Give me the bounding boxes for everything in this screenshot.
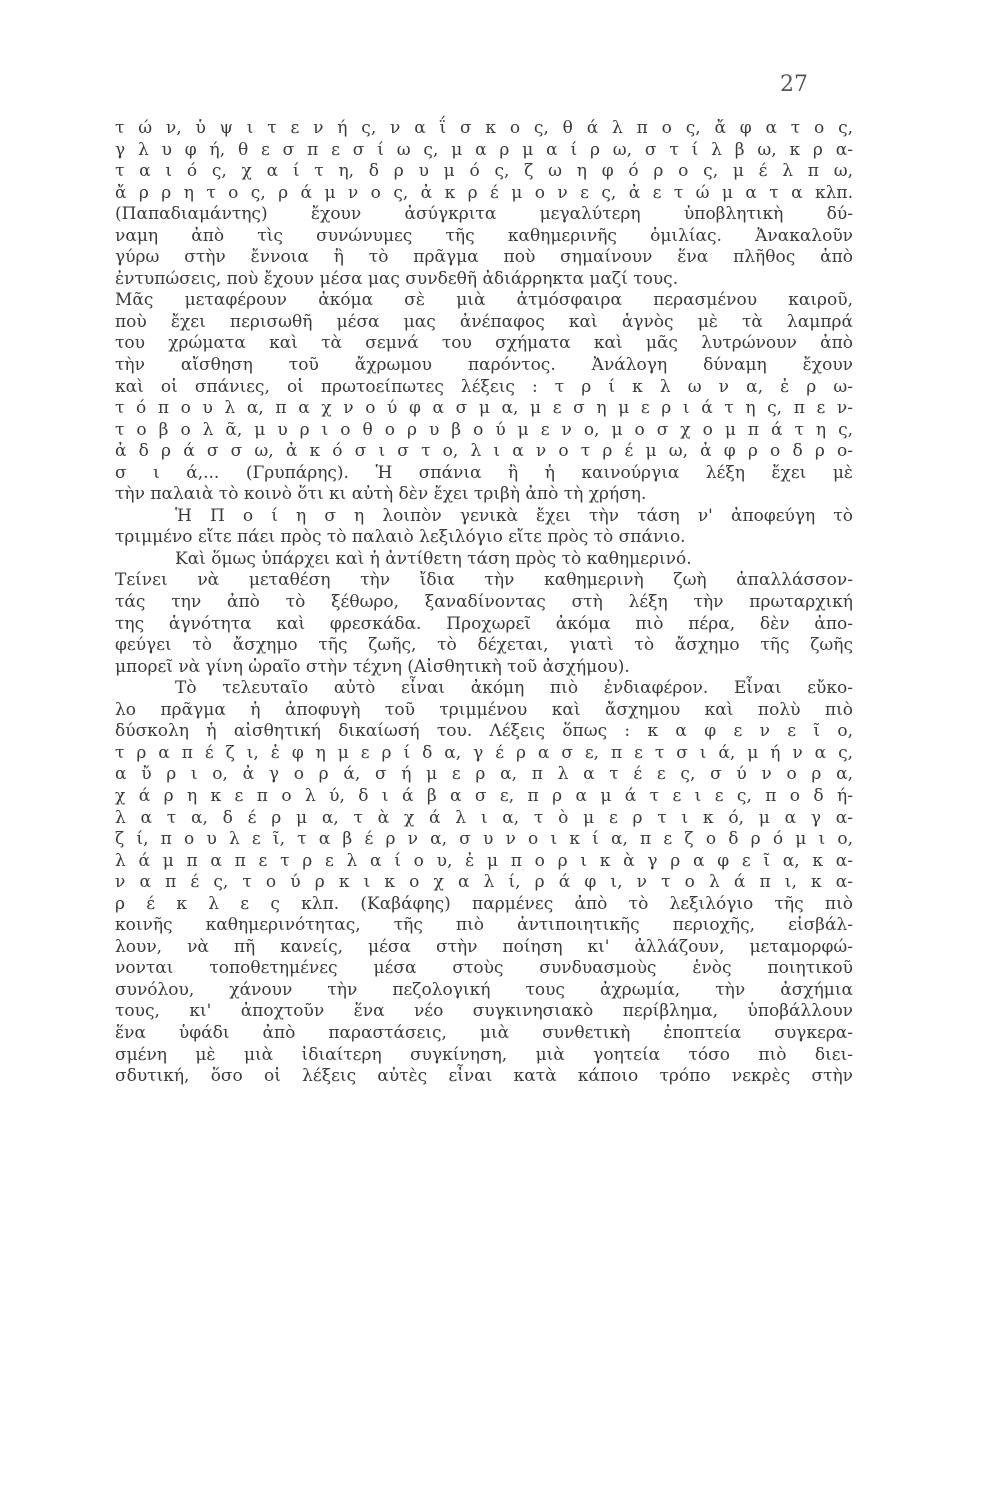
text-line: φεύγει τὸ ἄσχημο τῆς ζωῆς, τὸ δέχεται, γιατὶ τὸ ἄσχημο τῆς ζωῆς xyxy=(115,635,853,656)
text-line: Μᾶς μεταφέρουν ἀκόμα σὲ μιὰ ἀτμόσφαιρα περασμένου καιροῦ, xyxy=(115,290,853,311)
text-line: συνόλου, χάνουν τὴν πεζολογική τους ἀχρωμία, τὴν ἀσχήμια xyxy=(115,979,853,1000)
text-line: λο πρᾶγμα ἡ ἀποφυγὴ τοῦ τριμμένου καὶ ἄσχημου καὶ πολὺ πιὸ xyxy=(115,699,853,720)
text-line: Καὶ ὅμως ὑπάρχει καὶ ἡ ἀντίθετη τάση πρὸς τὸ καθημερινό. xyxy=(175,548,692,569)
text-line: α ὔ ρ ι ο, ἀ γ ο ρ ά, σ ή μ ε ρ α, π λ α τ έ ε ς, σ ύ ν ο ρ α, xyxy=(115,764,853,785)
text-line: τριμμένο εἴτε πάει πρὸς τὸ παλαιὸ λεξιλόγιο εἴτε πρὸς τὸ σπάνιο. xyxy=(115,527,686,548)
text-line: τους, κι' ἀποχτοῦν ἕνα νέο συγκινησιακὸ περίβλημα, ὑποβάλλουν xyxy=(115,1001,853,1022)
text-line: του χρώματα καὶ τὰ σεμνά του σχήματα καὶ μᾶς λυτρώνουν ἀπὸ xyxy=(115,333,853,354)
body-text xyxy=(115,118,853,1088)
text-line: σμένη μὲ μιὰ ἰδιαίτερη συγκίνηση, μιὰ γοητεία τόσο πιὸ διει- xyxy=(115,1044,853,1065)
text-line: σ ι ά,... (Γρυπάρης). Ἡ σπάνια ἢ ἡ καινούργια λέξη ἔχει μὲ xyxy=(115,462,853,483)
text-line: τ ο β ο λ ᾶ, μ υ ρ ι ο θ ο ρ υ β ο ύ μ ε ν ο, μ ο σ χ ο μ π ά τ η ς, xyxy=(115,419,853,440)
text-line: τ ώ ν, ὑ ψ ι τ ε ν ή ς, ν α ΐ σ κ ο ς, θ ά λ π ο ς, ἄ φ α τ ο ς, xyxy=(115,118,853,138)
text-line: λ ά μ π α π ε τ ρ ε λ α ί ο υ, ἐ μ π ο ρ ι κ ὰ γ ρ α φ ε ῖ α, κ α- xyxy=(115,850,853,871)
text-line: ἕνα ὑφάδι ἀπὸ παραστάσεις, μιὰ συνθετικὴ ἐποπτεία συγκερα- xyxy=(115,1022,853,1043)
text-line: τ ό π ο υ λ α, π α χ ν ο ύ φ α σ μ α, μ ε σ η μ ε ρ ι ά τ η ς, π ε ν- xyxy=(115,398,853,419)
text-line: (Παπαδιαμάντης) ἔχουν ἀσύγκριτα μεγαλύτερη ὑποβλητικὴ δύ- xyxy=(115,204,853,225)
text-line: Ἡ Π ο ί η σ η λοιπὸν γενικὰ ἔχει τὴν τάση ν' ἀποφεύγη τὸ xyxy=(175,505,853,526)
text-line: ἀ δ ρ ά σ σ ω, ἀ κ ό σ ι σ τ ο, λ ι α ν ο τ ρ έ μ ω, ἀ φ ρ ο δ ρ ο- xyxy=(115,441,853,462)
text-line: τ ρ α π έ ζ ι, ἐ φ η μ ε ρ ί δ α, γ έ ρ α σ ε, π ε τ σ ι ά, μ ή ν α ς, xyxy=(115,742,853,763)
text-line: της ἁγνότητα καὶ φρεσκάδα. Προχωρεῖ ἀκόμα πιὸ πέρα, δὲν ἀπο- xyxy=(115,613,853,634)
text-line: σδυτική, ὅσο οἱ λέξεις αὐτὲς εἶναι κατὰ κάποιο τρόπο νεκρὲς στὴν xyxy=(115,1066,853,1087)
text-line: Τείνει νὰ μεταθέση τὴν ἴδια τὴν καθημερινὴ ζωὴ ἀπαλλάσσον- xyxy=(115,570,853,591)
text-line: καὶ οἱ σπάνιες, οἱ πρωτοείπωτες λέξεις : τ ρ ί κ λ ω ν α, ἐ ρ ω- xyxy=(115,376,853,397)
text-line: ζ ί, π ο υ λ ε ῖ, τ α β έ ρ ν α, σ υ ν ο ι κ ί α, π ε ζ ο δ ρ ό μ ι ο, xyxy=(115,829,853,850)
text-line: ἄ ρ ρ η τ ο ς, ρ ά μ ν ο ς, ἀ κ ρ έ μ ο ν ε ς, ἀ ε τ ώ μ α τ α κλπ. xyxy=(115,182,853,203)
text-line: μπορεῖ νὰ γίνη ὡραῖο στὴν τέχνη (Αἰσθητικὴ τοῦ ἀσχήμου). xyxy=(115,656,630,677)
page-number: 27 xyxy=(780,72,808,97)
text-line: τὴν αἴσθηση τοῦ ἄχρωμου παρόντος. Ἀνάλογη δύναμη ἔχουν xyxy=(115,355,853,376)
text-line: ποὺ ἔχει περισωθῆ μέσα μας ἀνέπαφος καὶ ἁγνὸς μὲ τὰ λαμπρά xyxy=(115,311,853,332)
text-line: τάς την ἀπὸ τὸ ξέθωρο, ξαναδίνοντας στὴ λέξη τὴν πρωταρχική xyxy=(115,592,853,613)
text-line: νονται τοποθετημένες μέσα στοὺς συνδυασμοὺς ἑνὸς ποιητικοῦ xyxy=(115,958,853,979)
text-line: ἐντυπώσεις, ποὺ ἔχουν μέσα μας συνδεθῆ ἀδιάρρηκτα μαζί τους. xyxy=(115,268,679,289)
text-line: γ λ υ φ ή, θ ε σ π ε σ ί ω ς, μ α ρ μ α ί ρ ω, σ τ ί λ β ω, κ ρ α- xyxy=(115,139,853,160)
text-line: χ ά ρ η κ ε π ο λ ύ, δ ι ά β α σ ε, π ρ α μ ά τ ε ι ε ς, π ο δ ή- xyxy=(115,785,853,806)
text-line: ναμη ἀπὸ τὶς συνώνυμες τῆς καθημερινῆς ὁμιλίας. Ἀνακαλοῦν xyxy=(115,225,853,246)
text-line: Τὸ τελευταῖο αὐτὸ εἶναι ἀκόμη πιὸ ἐνδιαφέρον. Εἶναι εὔκο- xyxy=(175,678,853,699)
text-line: λ α τ α, δ έ ρ μ α, τ ὰ χ ά λ ι α, τ ὸ μ ε ρ τ ι κ ό, μ α γ α- xyxy=(115,807,853,828)
text-line: ν α π έ ς, τ ο ύ ρ κ ι κ ο χ α λ ί, ρ ά φ ι, ν τ ο λ ά π ι, κ α- xyxy=(115,872,853,893)
text-line: λουν, νὰ πῆ κανείς, μέσα στὴν ποίηση κι' ἀλλάζουν, μεταμορφώ- xyxy=(115,936,853,957)
text-line: τ α ι ό ς, χ α ί τ η, δ ρ υ μ ό ς, ζ ω η φ ό ρ ο ς, μ έ λ π ω, xyxy=(115,161,853,182)
text-line: τὴν παλαιὰ τὸ κοινὸ ὅτι κι αὐτὴ δὲν ἔχει τριβὴ ἀπὸ τὴ χρήση. xyxy=(115,484,647,505)
text-line: κοινῆς καθημερινότητας, τῆς πιὸ ἀντιποιητικῆς περιοχῆς, εἰσβάλ- xyxy=(115,915,853,936)
text-line: δύσκολη ἡ αἰσθητική δικαίωσή του. Λέξεις ὅπως : κ α φ ε ν ε ῖ ο, xyxy=(115,721,853,742)
text-line: γύρω στὴν ἔννοια ἢ τὸ πρᾶγμα ποὺ σημαίνουν ἕνα πλῆθος ἀπὸ xyxy=(115,247,853,268)
text-line: ρ έ κ λ ε ς κλπ. (Καβάφης) παρμένες ἀπὸ τὸ λεξιλόγιο τῆς πιὸ xyxy=(115,893,853,914)
